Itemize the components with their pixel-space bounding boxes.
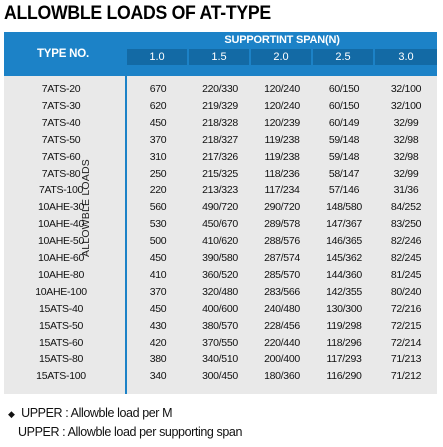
type-cell: 7ATS-30: [41, 99, 81, 112]
page-title: ALLOWBLE LOADS OF AT-TYPE: [4, 3, 271, 24]
table-row: [4, 251, 437, 266]
value-cell: 32/100: [390, 99, 422, 112]
value-cell: 290/720: [264, 201, 300, 214]
type-cell: 7ATS-100: [38, 184, 84, 197]
value-cell: 72/216: [390, 302, 422, 315]
value-cell: 218/328: [202, 116, 238, 129]
value-cell: 370: [149, 285, 167, 298]
value-cell: 400/600: [202, 302, 238, 315]
value-cell: 130/300: [326, 302, 362, 315]
value-cell: 119/238: [264, 150, 300, 163]
value-cell: 31/36: [393, 184, 419, 197]
table-row: [4, 352, 437, 367]
type-no-header: TYPE NO.: [36, 48, 90, 60]
value-cell: 285/570: [264, 268, 300, 281]
value-cell: 560: [149, 201, 167, 214]
type-cell: 10AHE-80: [37, 268, 85, 281]
value-cell: 370: [149, 133, 167, 146]
note-1: [8, 404, 242, 423]
value-cell: 71/212: [390, 370, 422, 383]
table-row: [4, 234, 437, 249]
table-row: [4, 150, 437, 165]
type-cell: 7ATS-60: [41, 150, 81, 163]
table-row: [4, 217, 437, 232]
value-cell: 57/146: [328, 184, 360, 197]
type-cell: 10AHE-100: [35, 285, 87, 298]
table-row: [4, 116, 437, 131]
value-cell: 32/99: [393, 116, 419, 129]
type-cell: 15ATS-100: [36, 370, 86, 383]
value-cell: 670: [149, 83, 167, 95]
value-cell: 82/246: [390, 235, 422, 248]
value-cell: 116/290: [326, 370, 362, 383]
table-row: [4, 99, 437, 114]
value-cell: 370/550: [202, 336, 238, 349]
value-cell: 200/400: [264, 353, 300, 366]
value-cell: 59/148: [328, 150, 360, 163]
value-cell: 60/150: [328, 99, 360, 112]
value-cell: 450: [149, 252, 167, 264]
value-cell: 228/456: [264, 319, 300, 332]
table-row: [4, 336, 437, 351]
span-column-header: 1.5: [189, 49, 251, 65]
value-cell: 219/329: [202, 99, 238, 112]
value-cell: 450/670: [202, 218, 238, 231]
value-cell: 220: [149, 184, 167, 197]
value-cell: 320/480: [202, 285, 238, 298]
notes: [8, 404, 242, 442]
type-cell: 15ATS-60: [38, 336, 84, 349]
span-column-header: 2.0: [251, 49, 313, 65]
value-cell: 283/566: [264, 285, 300, 298]
table-row: [4, 369, 437, 384]
value-cell: 490/720: [202, 201, 238, 214]
value-cell: 360/520: [202, 268, 238, 281]
value-cell: 300/450: [202, 370, 238, 383]
value-cell: 59/148: [328, 133, 360, 146]
table-row: [4, 82, 437, 97]
value-cell: 450: [149, 302, 167, 315]
value-cell: 287/574: [264, 252, 300, 264]
value-cell: 215/325: [202, 167, 238, 180]
value-cell: 144/360: [326, 268, 362, 281]
value-cell: 450: [149, 116, 167, 129]
value-cell: 310: [149, 150, 167, 163]
span-column-header: 3.0: [375, 49, 437, 65]
type-cell: 10AHE-60: [37, 252, 85, 264]
type-cell: 10AHE-40: [37, 218, 85, 231]
table-row: [4, 268, 437, 283]
value-cell: 145/362: [326, 252, 362, 264]
supporting-span-header: SUPPORTINT SPAN(N): [224, 34, 340, 46]
value-cell: 340/510: [202, 353, 238, 366]
value-cell: 120/239: [264, 116, 300, 129]
value-cell: 72/214: [390, 336, 422, 349]
value-cell: 60/150: [328, 83, 360, 95]
allowable-loads-table: [4, 32, 437, 394]
value-cell: 530: [149, 218, 167, 231]
type-cell: 15ATS-40: [38, 302, 84, 315]
value-cell: 148/580: [326, 201, 362, 214]
table-row: [4, 183, 437, 198]
value-cell: 32/98: [393, 133, 419, 146]
type-cell: 10AHE-30: [37, 201, 85, 214]
value-cell: 118/296: [326, 336, 362, 349]
table-row: [4, 285, 437, 300]
table-row: [4, 319, 437, 334]
value-cell: 380/570: [202, 319, 238, 332]
value-cell: 119/298: [326, 319, 362, 332]
value-cell: 58/147: [328, 167, 360, 180]
value-cell: 32/98: [393, 150, 419, 163]
value-cell: 620: [149, 99, 167, 112]
value-cell: 80/240: [390, 285, 422, 298]
type-cell: 7ATS-50: [41, 133, 81, 146]
value-cell: 180/360: [264, 370, 300, 383]
span-column-header: 2.5: [313, 49, 375, 65]
allowable-loads-side-label: ALLOWBLE LOADS: [80, 159, 92, 257]
type-cell: 7ATS-80: [41, 167, 81, 180]
type-cell: 15ATS-80: [38, 353, 84, 366]
value-cell: 340: [149, 370, 167, 383]
value-cell: 142/355: [326, 285, 362, 298]
value-cell: 120/240: [264, 99, 300, 112]
value-cell: 120/240: [264, 83, 300, 95]
value-cell: 410/620: [202, 235, 238, 248]
value-cell: 117/234: [264, 184, 300, 197]
value-cell: 217/326: [202, 150, 238, 163]
value-cell: 72/215: [390, 319, 422, 332]
value-cell: 250: [149, 167, 167, 180]
value-cell: 500: [149, 235, 167, 248]
note-1-text: UPPER : Allowble load per M: [21, 406, 173, 420]
type-cell: 15ATS-50: [38, 319, 84, 332]
value-cell: 119/238: [264, 133, 300, 146]
value-cell: 289/578: [264, 218, 300, 231]
value-cell: 390/580: [202, 252, 238, 264]
value-cell: 146/365: [326, 235, 362, 248]
value-cell: 220/330: [202, 83, 238, 95]
value-cell: 82/245: [390, 252, 422, 264]
value-cell: 147/367: [326, 218, 362, 231]
value-cell: 84/252: [390, 201, 422, 214]
value-cell: 220/440: [264, 336, 300, 349]
value-cell: 420: [149, 336, 167, 349]
value-cell: 430: [149, 319, 167, 332]
span-column-header: 1.0: [127, 49, 189, 65]
value-cell: 118/236: [264, 167, 300, 180]
value-cell: 32/99: [393, 167, 419, 180]
type-cell: 7ATS-20: [41, 83, 81, 95]
diamond-bullet-icon: ◆: [8, 409, 15, 419]
table-row: [4, 302, 437, 317]
value-cell: 213/323: [202, 184, 238, 197]
value-cell: 32/100: [390, 83, 422, 95]
value-cell: 83/250: [390, 218, 422, 231]
value-cell: 380: [149, 353, 167, 366]
value-cell: 218/327: [202, 133, 238, 146]
value-cell: 81/245: [390, 268, 422, 281]
span-column-headers: [127, 49, 437, 65]
note-2: [8, 423, 242, 442]
type-cell: 10AHE-50: [37, 235, 85, 248]
value-cell: 117/293: [326, 353, 362, 366]
value-cell: 240/480: [264, 302, 300, 315]
table-row: [4, 200, 437, 215]
value-cell: 288/576: [264, 235, 300, 248]
table-row: [4, 167, 437, 182]
value-cell: 60/149: [328, 116, 360, 129]
note-2-text: UPPER : Allowble load per supporting span: [18, 425, 243, 439]
table-header: [4, 32, 437, 76]
value-cell: 410: [149, 268, 167, 281]
value-cell: 71/213: [390, 353, 422, 366]
table-row: [4, 133, 437, 148]
type-cell: 7ATS-40: [41, 116, 81, 129]
